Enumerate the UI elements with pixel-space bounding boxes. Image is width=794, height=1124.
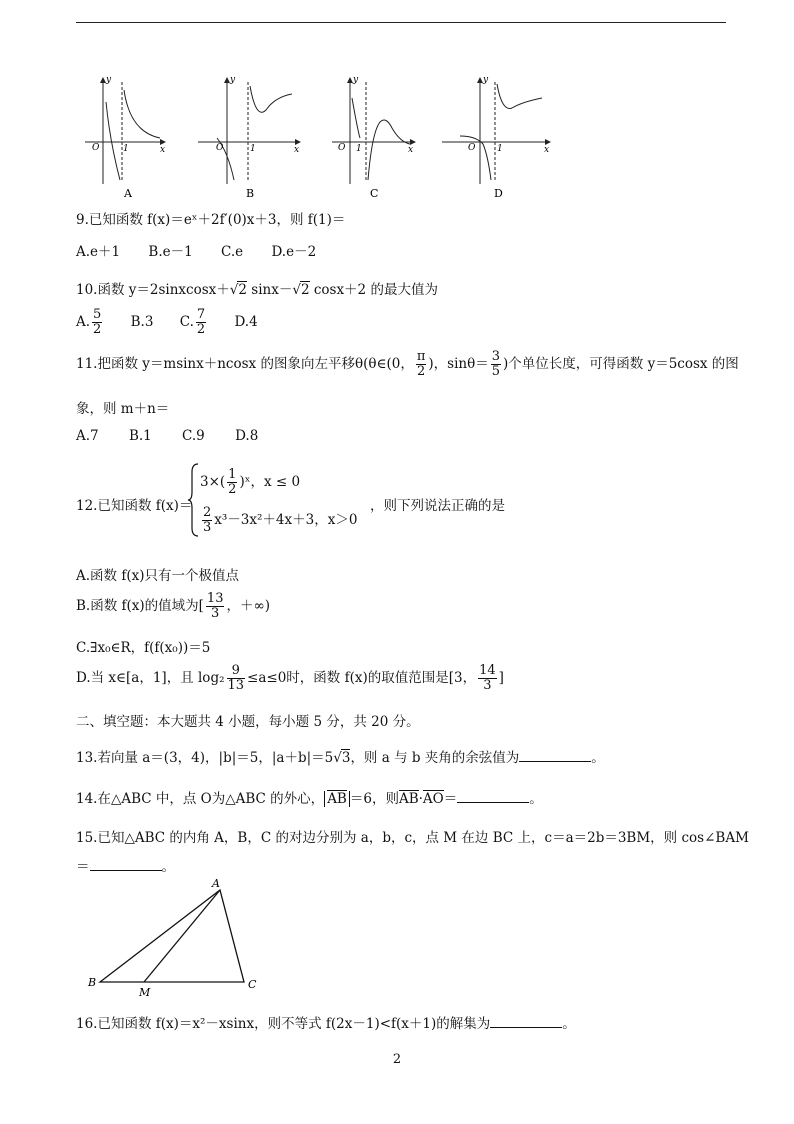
q14-end: 。 — [529, 791, 543, 807]
q12-case2 — [200, 506, 357, 535]
triangle-figure — [84, 876, 264, 1000]
graph-a-origin: O — [92, 143, 100, 153]
q14-vec-ab: AB — [398, 791, 419, 807]
q12-c1-post: )ˣ，x ≤ 0 — [239, 474, 301, 490]
q12-c2-den: 3 — [203, 520, 212, 535]
q12-pre: 12.已知函数 f(x)＝ — [76, 498, 193, 514]
q12-b-den: 3 — [211, 606, 220, 621]
graph-c-one: 1 — [356, 144, 362, 154]
q14-answer-blank[interactable] — [457, 790, 529, 803]
q14-pre: 14.在△ABC 中，点 O为△ABC 的外心， — [76, 791, 325, 807]
q11-post: )个单位长度，可得函数 y＝5cosx 的图 — [503, 356, 739, 372]
q12-d-mid: ≤a≤0时，函数 f(x)的取值范围是[3， — [247, 670, 477, 686]
q13-sqrt: 3 — [341, 750, 351, 766]
graph-b-label: B — [246, 187, 255, 200]
q11-s-num: 3 — [491, 349, 501, 364]
q11-s-den: 5 — [491, 364, 501, 379]
q10-mid2: cosx＋2 的最大值为 — [313, 282, 438, 298]
graph-a — [85, 75, 165, 200]
q15-line2-pre: ＝ — [76, 859, 90, 875]
q12-b-post: ，＋∞) — [226, 598, 270, 614]
triangle-label-c: C — [248, 978, 257, 991]
q10-option-a: A. — [76, 314, 91, 330]
graph-a-one: 1 — [123, 144, 129, 154]
q10-options — [76, 308, 258, 337]
q13-pre: 13.若向量 a＝(3，4)，|b|＝5，|a＋b|＝5 — [76, 750, 334, 766]
header-rule — [76, 22, 726, 23]
graph-c-label: C — [370, 187, 379, 200]
q15-answer-blank[interactable] — [90, 858, 162, 871]
q14-dot: · — [418, 791, 423, 807]
q15-line1: 15.已知△ABC 的内角 A，B，C 的对边分别为 a，b，c，点 M 在边 BC 上，c＝a＝2b＝3BM，则 cos∠BAM — [76, 830, 749, 846]
triangle-label-a: A — [212, 877, 220, 890]
q16-answer-blank[interactable] — [490, 1015, 562, 1028]
q11-option-b: B.1 — [128, 428, 152, 444]
graph-b-one: 1 — [250, 144, 256, 154]
q11-pi-num: π — [416, 349, 426, 364]
q10-a-num: 5 — [93, 307, 102, 322]
graph-b-y: y — [230, 75, 236, 85]
q13: 13.若向量 a＝(3，4)，|b|＝5，|a＋b|＝5√3，则 a 与 b 夹角的余弦值为 。 — [76, 750, 605, 766]
q14-eq: ＝ — [443, 791, 458, 807]
q11-options — [76, 428, 258, 444]
q13-end: 。 — [591, 750, 605, 766]
q14-vec-ao: AO — [422, 791, 444, 807]
q14-abs-ab: AB — [327, 791, 347, 807]
q10-c-num: 7 — [196, 307, 206, 322]
graph-c — [332, 75, 415, 200]
q12-b-num: 13 — [206, 591, 224, 606]
q13-answer-blank[interactable] — [519, 749, 591, 762]
q12-c1-num: 1 — [228, 467, 237, 482]
q11-stem — [76, 350, 739, 379]
q12-brace — [188, 462, 200, 538]
q11-option-d: D.8 — [235, 428, 259, 444]
q12-d-pre: D.当 x∈[a，1]，且 log₂ — [76, 670, 225, 686]
q11-option-a: A.7 — [76, 428, 99, 444]
q12-post: ，则下列说法正确的是 — [370, 498, 505, 514]
q9-option-d: D.e－2 — [271, 244, 317, 260]
q14 — [76, 787, 543, 807]
q12-option-c: C.∃x₀∈R，f(f(x₀))＝5 — [76, 640, 211, 656]
q12-option-d — [76, 664, 504, 693]
q12-d-num2: 14 — [479, 663, 496, 678]
q16-end: 。 — [562, 1016, 576, 1032]
q12-d-den2: 3 — [483, 678, 492, 693]
q12-option-b — [76, 592, 270, 621]
q10-mid1: sinx－ — [251, 282, 293, 298]
graph-d — [442, 75, 550, 200]
q12-d-post: ] — [498, 670, 504, 686]
q11-pre: 11.把函数 y＝msinx＋ncosx 的图象向左平移θ(θ∈(0， — [76, 356, 414, 372]
q9-stem: 9.已知函数 f(x)＝eˣ＋2f′(0)x＋3，则 f(1)＝ — [76, 212, 346, 228]
graph-b — [198, 75, 300, 200]
graph-d-origin: O — [468, 143, 476, 153]
q9-option-b: B.e－1 — [148, 244, 193, 260]
q10-option-c: C. — [179, 314, 194, 330]
page-number: 2 — [392, 1052, 402, 1067]
graph-a-x: x — [160, 145, 166, 155]
q11-line2: 象，则 m＋n＝ — [76, 401, 170, 417]
q12-b-pre: B.函数 f(x)的值域为[ — [76, 598, 204, 614]
function-graphs — [80, 72, 560, 202]
q12-case1 — [200, 468, 300, 497]
graph-a-label: A — [124, 187, 132, 200]
q10-stem: 10.函数 y＝2sinxcosx＋√2 sinx－√2 cosx＋2 的最大值为 — [76, 282, 438, 298]
q9-option-a: A.e＋1 — [76, 244, 121, 260]
q12-c1-pre: 3×( — [200, 474, 226, 490]
q16-pre: 16.已知函数 f(x)＝x²－xsinx，则不等式 f(2x－1)<f(x＋1)的解集为 — [76, 1016, 491, 1032]
q11-mid: )，sinθ＝ — [428, 356, 489, 372]
q10-c-den: 2 — [196, 322, 206, 337]
q10-option-d: D.4 — [234, 314, 258, 330]
section-2-heading: 二、填空题：本大题共 4 小题，每小题 5 分，共 20 分。 — [76, 714, 420, 730]
graph-d-x: x — [544, 145, 550, 155]
q12-c2-post: x³－3x²＋4x＋3，x＞0 — [214, 512, 358, 528]
q11-option-c: C.9 — [182, 428, 205, 444]
q9-option-c: C.e — [221, 244, 244, 260]
graph-c-y: y — [353, 75, 359, 85]
q10-sqrt-a: 2 — [238, 282, 247, 298]
graph-a-y: y — [106, 75, 112, 85]
graph-b-origin: O — [216, 143, 224, 153]
q12-c2-num: 2 — [203, 505, 212, 520]
q16 — [76, 1012, 576, 1032]
q10-sqrt-b: 2 — [300, 282, 310, 298]
graph-c-x: x — [408, 145, 414, 155]
q11-pi-den: 2 — [416, 364, 426, 379]
q15-line2 — [76, 855, 175, 875]
q10-pre: 10.函数 y＝2sinxcosx＋ — [76, 282, 230, 298]
q9-options — [76, 240, 316, 260]
q12-d-den: 13 — [227, 678, 245, 693]
graph-c-origin: O — [338, 143, 346, 153]
q10-option-b: B.3 — [130, 314, 154, 330]
q14-mid: ＝6，则 — [349, 791, 399, 807]
q13-post: ，则 a 与 b 夹角的余弦值为 — [350, 750, 520, 766]
q15-end: 。 — [161, 859, 175, 875]
q12-d-num: 9 — [227, 664, 246, 679]
q12-c1-den: 2 — [228, 482, 237, 497]
graph-d-label: D — [494, 187, 503, 200]
triangle-label-b: B — [88, 976, 97, 989]
q12-option-a: A.函数 f(x)只有一个极值点 — [76, 568, 239, 584]
graph-d-one: 1 — [497, 144, 503, 154]
graph-d-y: y — [483, 75, 489, 85]
q10-a-den: 2 — [93, 322, 102, 337]
triangle-label-m: M — [139, 986, 151, 999]
graph-b-x: x — [294, 145, 300, 155]
